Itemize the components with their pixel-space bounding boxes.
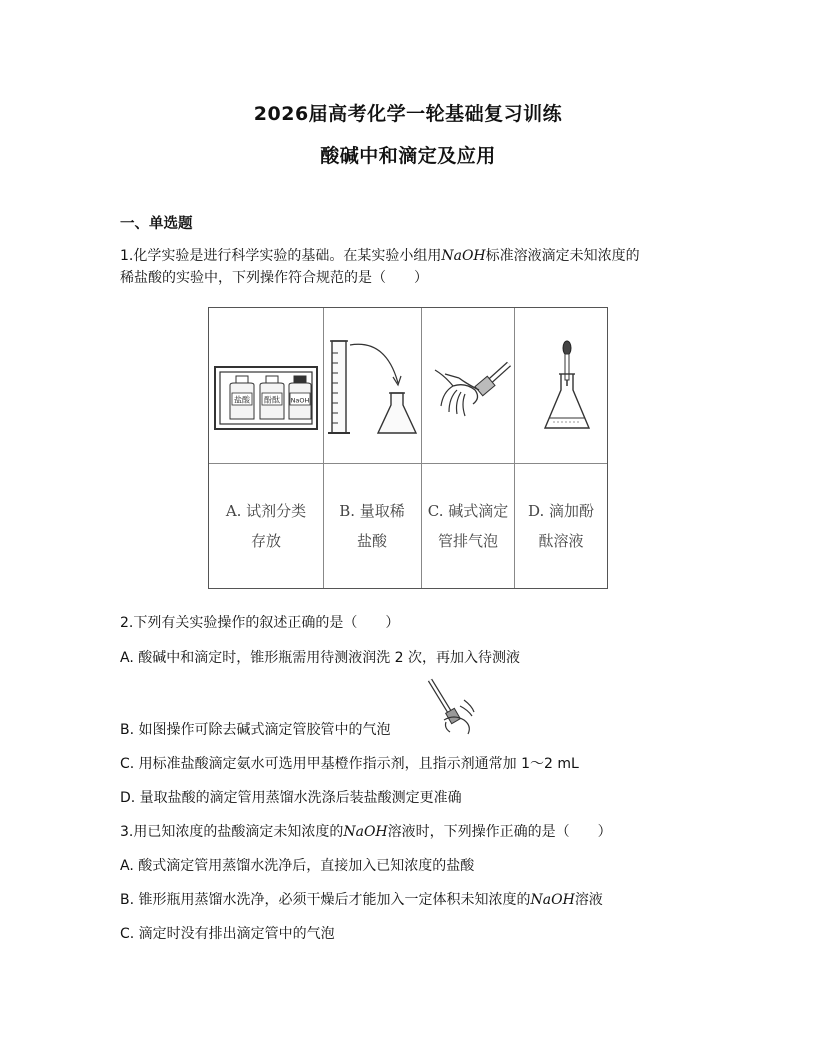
graduated-cylinder-icon — [328, 341, 350, 433]
caption-d-line2: 酞溶液 — [538, 532, 584, 550]
caption-d — [512, 496, 610, 556]
q3-option-b-post: 溶液 — [574, 892, 603, 908]
q3-option-b-pre: B. 锥形瓶用蒸馏水洗净，必须干燥后才能加入一定体积未知浓度的 — [120, 892, 531, 908]
q3-option-b — [120, 889, 603, 909]
svg-text:NaOH: NaOH — [290, 396, 310, 405]
graduated-cylinder-pouring-illustration — [326, 333, 420, 443]
caption-c-line2: 管排气泡 — [437, 532, 498, 550]
caption-d-line1: D. 滴加酚 — [527, 502, 595, 520]
q1-formula: NaOH — [441, 248, 486, 264]
burette-squeeze-illustration — [424, 676, 476, 736]
caption-a — [217, 496, 315, 556]
q3-option-c: C. 滴定时没有排出滴定管中的气泡 — [120, 926, 335, 942]
sodium-hydroxide-bottle — [289, 376, 311, 419]
dropper-indicator-illustration — [527, 338, 607, 438]
phenolphthalein-bottle — [260, 376, 284, 419]
caption-a-line2: 存放 — [250, 532, 281, 550]
caption-b-line1: B. 量取稀 — [339, 502, 405, 520]
q2-option-b: B. 如图操作可除去碱式滴定管胶管中的气泡 — [120, 722, 391, 738]
q3-stem-post: 溶液时，下列操作正确的是（ ） — [387, 824, 612, 840]
caption-b — [323, 496, 421, 556]
q2-option-d: D. 量取盐酸的滴定管用蒸馏水洗涤后装盐酸测定更准确 — [120, 790, 462, 806]
conical-flask-icon — [378, 393, 416, 433]
q2-stem: 2.下列有关实验操作的叙述正确的是（ ） — [120, 615, 400, 631]
svg-text:盐酸: 盐酸 — [234, 395, 250, 405]
q3-option-a: A. 酸式滴定管用蒸馏水洗净后，直接加入已知浓度的盐酸 — [120, 858, 475, 874]
q3-formula: NaOH — [343, 824, 388, 840]
hydrochloric-acid-bottle — [230, 376, 254, 419]
caption-b-line2: 盐酸 — [356, 532, 387, 550]
document-title: 2026届高考化学一轮基础复习训练 — [253, 103, 563, 125]
dropper-icon — [563, 341, 571, 386]
q3-stem-pre: 3.用已知浓度的盐酸滴定未知浓度的 — [120, 824, 344, 840]
q1-stem-line2: 稀盐酸的实验中，下列操作符合规范的是（ ） — [120, 270, 428, 286]
section-heading: 一、单选题 — [120, 216, 193, 232]
pour-arrow-icon — [350, 344, 401, 385]
q2-option-c: C. 用标准盐酸滴定氨水可选用甲基橙作指示剂，且指示剂通常加 1～2 mL — [120, 756, 579, 772]
reagent-cabinet-illustration — [213, 363, 319, 433]
caption-a-line1: A. 试剂分类 — [225, 502, 307, 520]
figure-divider — [209, 463, 607, 464]
q3-stem — [120, 821, 612, 841]
svg-text:酚酞: 酚酞 — [264, 395, 280, 405]
burette-bubble-removal-illustration — [423, 356, 513, 426]
q1-stem-line1 — [120, 245, 640, 265]
q3-option-b-formula: NaOH — [530, 892, 575, 908]
caption-c — [419, 496, 517, 556]
q1-stem-post: 标准溶液滴定未知浓度的 — [485, 248, 640, 264]
q1-figure — [208, 307, 608, 589]
q1-stem-pre: 1.化学实验是进行科学实验的基础。在某实验小组用 — [120, 248, 442, 264]
burette-tube-icon — [445, 364, 509, 396]
q2-option-a: A. 酸碱中和滴定时，锥形瓶需用待测液润洗 2 次，再加入待测液 — [120, 650, 521, 666]
document-subtitle: 酸碱中和滴定及应用 — [320, 145, 496, 167]
caption-c-line1: C. 碱式滴定 — [427, 502, 509, 520]
